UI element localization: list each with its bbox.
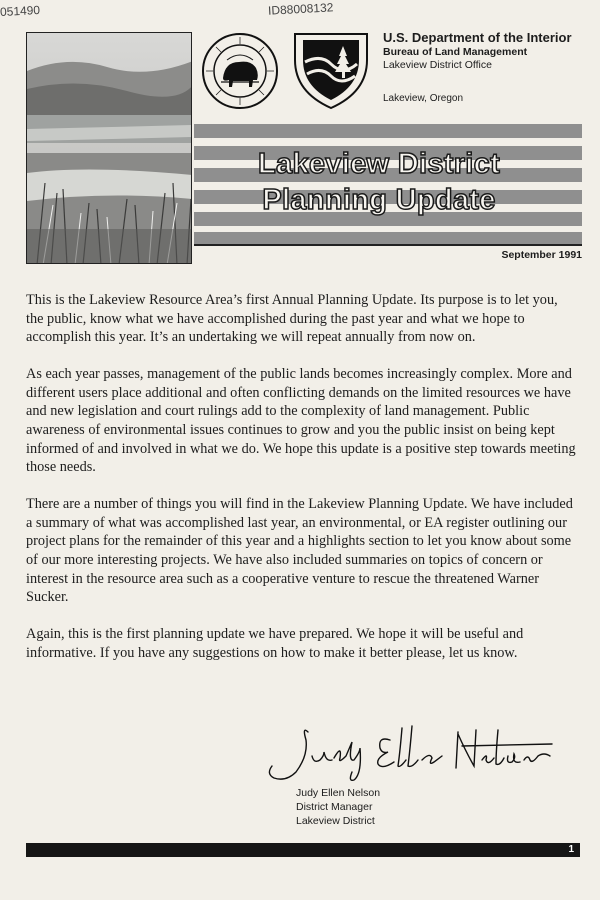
signer-name: Judy Ellen Nelson <box>296 787 381 799</box>
masthead-rule <box>194 244 582 246</box>
stripe <box>194 124 582 138</box>
footer-bar <box>26 843 580 857</box>
signer-info <box>296 786 380 828</box>
landscape-photo <box>26 32 192 264</box>
landscape-photo-image <box>27 33 192 264</box>
handwritten-note-accession: 051490 <box>0 2 41 20</box>
handwritten-note-id: ID88008132 <box>267 0 334 18</box>
office-name: Lakeview District Office <box>383 59 492 71</box>
title-line-1: Lakeview District <box>258 148 501 180</box>
signer-unit: Lakeview District <box>296 815 375 827</box>
paragraph: As each year passes, management of the public lands becomes increasingly complex. More and different users place additional and often conflicting demands on the limited resources we have and new legislation and court rulings add to the complexity of land management. Public awareness of environmental issues continues to grow and you the public insist on being kept informed of and involved in what we do. We hope this update is a positive step towards meeting those needs. <box>26 366 576 476</box>
office-location: Lakeview, Oregon <box>383 93 464 104</box>
agency-block <box>383 30 572 105</box>
handwritten-signature-icon <box>262 722 554 786</box>
paragraph: There are a number of things you will find in the Lakeview Planning Update. We have included a summary of what was accomplished last year, an environmental, or EA register outlining our project plans for the remainder of this year and a highlights section to let you know about some of our more interesting projects. We have also included summaries on topics of concern or interest in the resource area such as a cooperative venture to rescue the threatened Warner Sucker. <box>26 496 573 606</box>
bureau-name: Bureau of Land Management <box>383 46 528 58</box>
paragraph: This is the Lakeview Resource Area’s first Annual Planning Update. Its purpose is to let you, the public, know what we have accomplished during the past year and what we hope to accomplish this year. It’s an undertaking we will repeat annually from now on. <box>26 292 558 346</box>
interior-department-seal-icon <box>201 32 279 110</box>
paragraph: Again, this is the first planning update we have prepared. We hope it will be useful and informative. If you have any suggestions on how to make it better please, let us know. <box>26 626 524 661</box>
department-name: U.S. Department of the Interior <box>383 30 572 45</box>
letter-body <box>26 291 576 681</box>
issue-date: September 1991 <box>501 249 582 261</box>
signature-block <box>262 722 562 827</box>
blm-logo-icon <box>291 30 371 110</box>
page-number: 1 <box>568 844 574 855</box>
title-line-2: Planning Update <box>262 184 496 216</box>
masthead <box>26 30 582 266</box>
newsletter-title <box>258 146 500 218</box>
signer-title: District Manager <box>296 801 373 813</box>
